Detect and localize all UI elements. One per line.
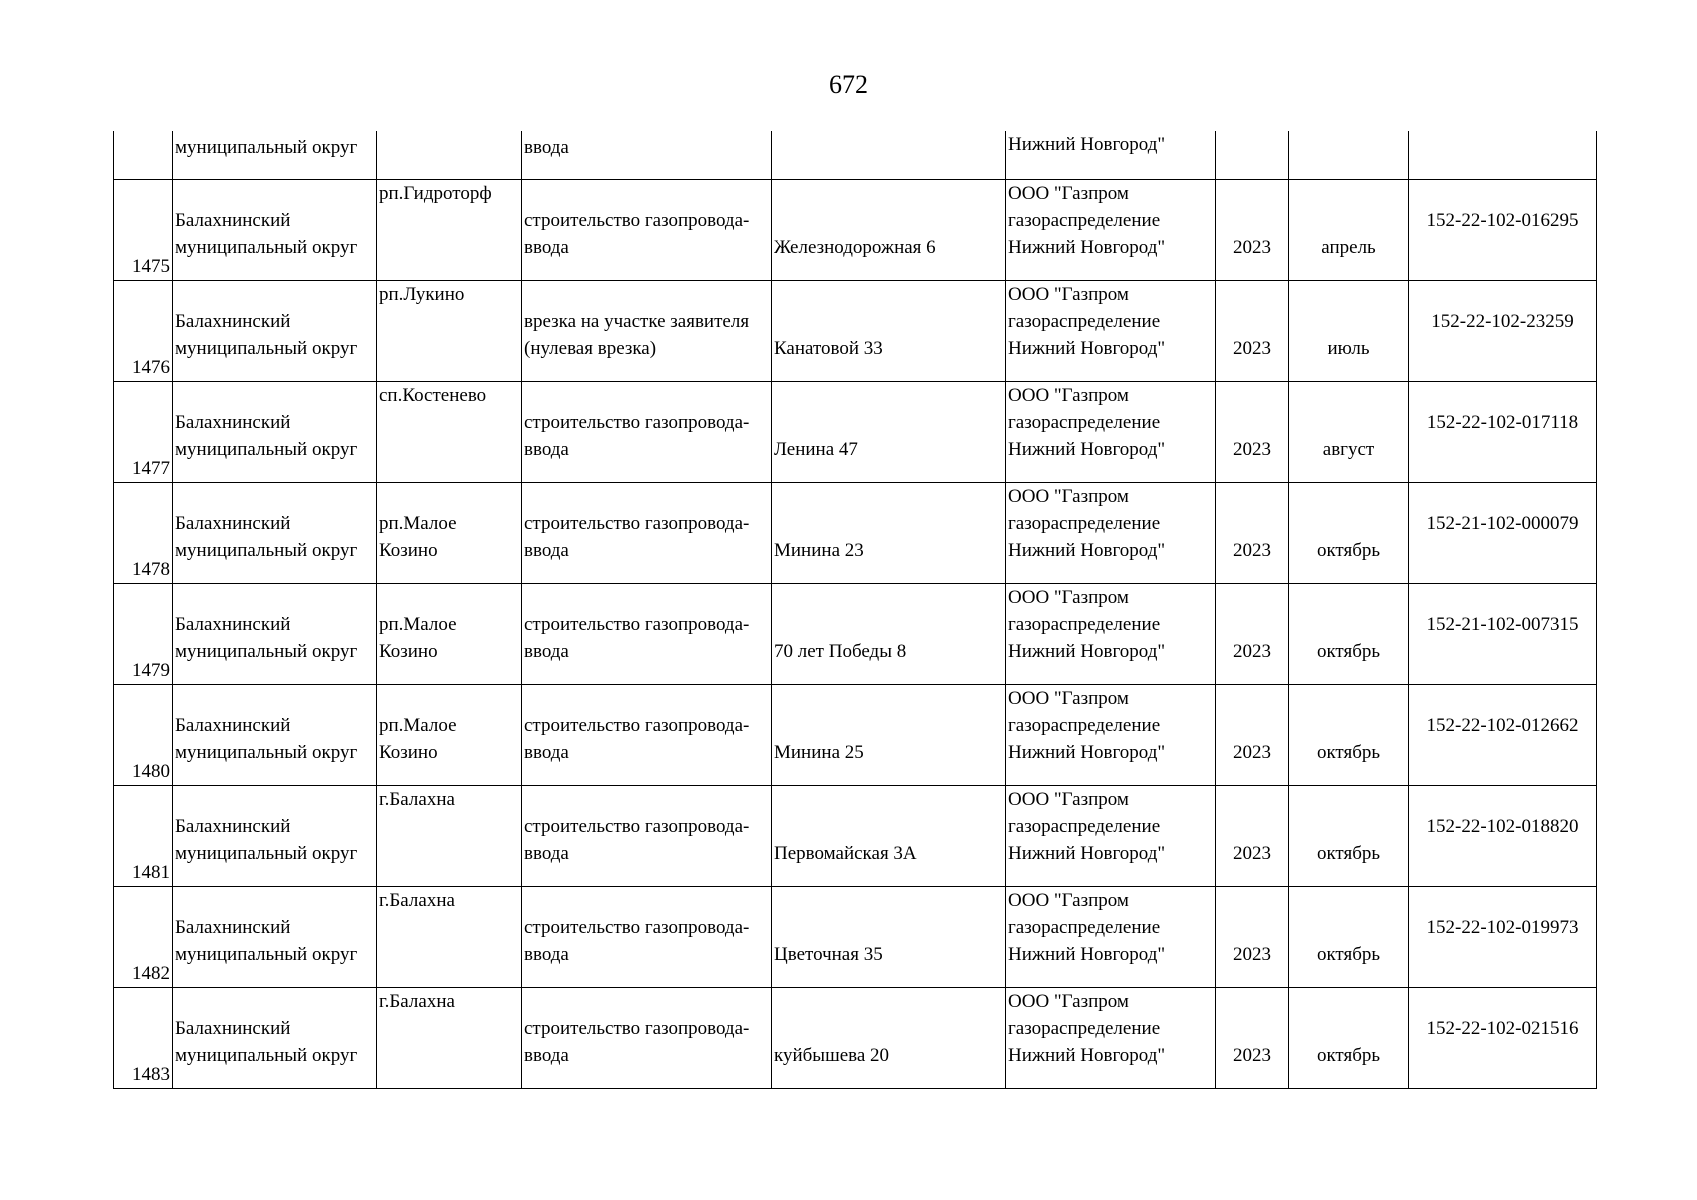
cell-text-org-l3: Нижний Новгород"	[1008, 843, 1166, 864]
cell-settlement	[377, 786, 522, 887]
cell-text-work-l1: строительство газопровода-	[524, 210, 750, 231]
cell-application-id	[1409, 281, 1597, 382]
cell-text-district-l2: муниципальный округ	[175, 1045, 358, 1066]
cell-month	[1289, 131, 1409, 180]
cell-text-work-l1: строительство газопровода-	[524, 513, 750, 534]
cell-text-address: Канатовой 33	[774, 338, 883, 359]
cell-text-month: апрель	[1321, 237, 1376, 258]
cell-text-address: 70 лет Победы 8	[774, 641, 907, 662]
cell-number	[114, 382, 173, 483]
cell-text-num: 1483	[132, 1064, 170, 1085]
cell-text-district-l1: Балахнинский	[175, 210, 291, 231]
cell-text-num: 1480	[132, 761, 170, 782]
cell-organization	[1006, 483, 1216, 584]
cell-district	[173, 988, 377, 1089]
cell-district	[173, 180, 377, 281]
cell-text-district-l1: Балахнинский	[175, 816, 291, 837]
cell-month	[1289, 685, 1409, 786]
cell-year	[1216, 786, 1289, 887]
cell-text-district-l2: муниципальный округ	[175, 742, 358, 763]
cell-year	[1216, 685, 1289, 786]
cell-settlement	[377, 180, 522, 281]
cell-text-settle-l1: рп.Малое	[379, 715, 457, 736]
cell-text-month: октябрь	[1316, 843, 1381, 864]
cell-text-month: июль	[1327, 338, 1370, 359]
cell-text-year: 2023	[1233, 1045, 1271, 1066]
cell-district	[173, 685, 377, 786]
cell-district: муниципальный округ	[173, 131, 377, 180]
table-row	[114, 584, 1597, 685]
page-number: 672	[829, 70, 868, 99]
cell-address	[772, 685, 1006, 786]
cell-text-id: 152-21-102-000079	[1426, 513, 1579, 534]
cell-number	[114, 131, 173, 180]
cell-work-type	[522, 887, 772, 988]
cell-text-settle-l2: сп.Костенево	[379, 385, 487, 406]
cell-district	[173, 786, 377, 887]
cell-text-year: 2023	[1233, 742, 1271, 763]
cell-text-id: 152-22-102-017118	[1426, 412, 1579, 433]
cell-month	[1289, 483, 1409, 584]
cell-application-id	[1409, 786, 1597, 887]
cell-text-num: 1475	[132, 256, 170, 277]
cell-text-address: Цветочная 35	[774, 944, 883, 965]
cell-text-org-l1: ООО "Газпром	[1008, 688, 1129, 709]
cell-text-year: 2023	[1233, 540, 1271, 561]
cell-work-type	[522, 988, 772, 1089]
cell-settlement	[377, 483, 522, 584]
cell-text-month: октябрь	[1316, 540, 1381, 561]
cell-text-org-l1: ООО "Газпром	[1008, 284, 1129, 305]
cell-text-num: 1478	[132, 559, 170, 580]
cell-address	[772, 131, 1006, 180]
cell-text-year: 2023	[1233, 944, 1271, 965]
cell-text-district-l1: Балахнинский	[175, 917, 291, 938]
cell-number	[114, 180, 173, 281]
cell-application-id	[1409, 483, 1597, 584]
table-row	[114, 281, 1597, 382]
cell-text-org-l2: газораспределение	[1008, 210, 1161, 231]
cell-district	[173, 483, 377, 584]
cell-text-district-l2: муниципальный округ	[175, 843, 358, 864]
cell-application-id	[1409, 988, 1597, 1089]
cell-month	[1289, 786, 1409, 887]
cell-year	[1216, 382, 1289, 483]
cell-text-org-l2: газораспределение	[1008, 1018, 1161, 1039]
cell-text-settle-l1: рп.Малое	[379, 513, 457, 534]
cell-work-type	[522, 685, 772, 786]
cell-text-month: октябрь	[1316, 742, 1381, 763]
cell-text-address: Железнодорожная 6	[774, 237, 936, 258]
cell-month	[1289, 281, 1409, 382]
cell-text-id: 152-22-102-018820	[1426, 816, 1579, 837]
cell-address	[772, 988, 1006, 1089]
cell-number	[114, 281, 173, 382]
cell-text-org-l2: газораспределение	[1008, 816, 1161, 837]
cell-text-org-l2: газораспределение	[1008, 715, 1161, 736]
cell-text-org-l1: ООО "Газпром	[1008, 890, 1129, 911]
cell-text-org-l3: Нижний Новгород"	[1008, 439, 1166, 460]
cell-text-district-l2: муниципальный округ	[175, 944, 358, 965]
cell-text-org-l2: газораспределение	[1008, 917, 1161, 938]
cell-text-settle-l2: Козино	[379, 641, 438, 662]
cell-text-year: 2023	[1233, 641, 1271, 662]
cell-number	[114, 584, 173, 685]
cell-text-address: Минина 23	[774, 540, 864, 561]
cell-address	[772, 281, 1006, 382]
table-row	[114, 786, 1597, 887]
cell-text-num: 1479	[132, 660, 170, 681]
cell-text-id: 152-21-102-007315	[1426, 614, 1579, 635]
cell-year	[1216, 131, 1289, 180]
cell-text-work-l2: ввода	[524, 944, 569, 965]
table-row	[114, 483, 1597, 584]
cell-text-work-l1: строительство газопровода-	[524, 614, 750, 635]
cell-year	[1216, 584, 1289, 685]
cell-text-district-l1: Балахнинский	[175, 614, 291, 635]
cell-text-num: 1476	[132, 357, 170, 378]
table-body	[114, 131, 1597, 1089]
cell-settlement	[377, 685, 522, 786]
cell-organization: Нижний Новгород"	[1006, 131, 1216, 180]
cell-settlement	[377, 988, 522, 1089]
table-row	[114, 988, 1597, 1089]
cell-text-district-l1: Балахнинский	[175, 715, 291, 736]
cell-text-year: 2023	[1233, 338, 1271, 359]
cell-text-work-l2: ввода	[524, 540, 569, 561]
cell-settlement	[377, 584, 522, 685]
cell-text-settle-l2: Козино	[379, 742, 438, 763]
cell-text-district-l1: Балахнинский	[175, 412, 291, 433]
cell-text-org-l3: Нижний Новгород"	[1008, 641, 1166, 662]
cell-organization	[1006, 584, 1216, 685]
cell-text-work-l1: строительство газопровода-	[524, 1018, 750, 1039]
cell-text-district-l1: Балахнинский	[175, 513, 291, 534]
cell-application-id	[1409, 887, 1597, 988]
cell-number	[114, 988, 173, 1089]
cell-text-org-l3: Нижний Новгород"	[1008, 1045, 1166, 1066]
cell-text-district-l2: муниципальный округ	[175, 540, 358, 561]
cell-application-id	[1409, 131, 1597, 180]
cell-number	[114, 483, 173, 584]
cell-text-org-l1: ООО "Газпром	[1008, 183, 1129, 204]
cell-text-district-l2: муниципальный округ	[175, 237, 358, 258]
cell-text-org-l1: ООО "Газпром	[1008, 991, 1129, 1012]
cell-text-num: 1481	[132, 862, 170, 883]
cell-work-type: ввода	[522, 131, 772, 180]
cell-year	[1216, 483, 1289, 584]
cell-text-settle-l2: г.Балахна	[379, 890, 455, 911]
cell-organization	[1006, 786, 1216, 887]
cell-application-id	[1409, 382, 1597, 483]
cell-number	[114, 685, 173, 786]
cell-text-month: октябрь	[1316, 1045, 1381, 1066]
cell-text-work-l2: ввода	[524, 641, 569, 662]
cell-year	[1216, 988, 1289, 1089]
cell-settlement	[377, 131, 522, 180]
cell-text-year: 2023	[1233, 237, 1271, 258]
cell-text-month: август	[1322, 439, 1375, 460]
cell-text-year: 2023	[1233, 439, 1271, 460]
cell-text-settle-l2: Козино	[379, 540, 438, 561]
cell-organization	[1006, 382, 1216, 483]
cell-text-org-l3: Нижний Новгород"	[1008, 237, 1166, 258]
table-row	[114, 887, 1597, 988]
cell-text-org-l2: газораспределение	[1008, 614, 1161, 635]
cell-text-org-l3: Нижний Новгород"	[1008, 742, 1166, 763]
cell-organization	[1006, 988, 1216, 1089]
gasification-table	[113, 131, 1597, 1089]
cell-district	[173, 382, 377, 483]
cell-work-type	[522, 786, 772, 887]
cell-year	[1216, 887, 1289, 988]
cell-address	[772, 483, 1006, 584]
cell-text-district-l1: Балахнинский	[175, 1018, 291, 1039]
cell-text-id: 152-22-102-012662	[1426, 715, 1579, 736]
cell-organization	[1006, 685, 1216, 786]
cell-text-num: 1477	[132, 458, 170, 479]
cell-text-work-l2: ввода	[524, 439, 569, 460]
cell-text-settle-l2: рп.Гидроторф	[379, 183, 492, 204]
cell-settlement	[377, 382, 522, 483]
cell-text-work-l1: строительство газопровода-	[524, 917, 750, 938]
cell-text-work-l1: строительство газопровода-	[524, 412, 750, 433]
cell-text-org-l1: ООО "Газпром	[1008, 587, 1129, 608]
cell-text-org-l1: ООО "Газпром	[1008, 789, 1129, 810]
cell-organization	[1006, 281, 1216, 382]
cell-text-district-l2: муниципальный округ	[175, 439, 358, 460]
cell-text-org-l1: ООО "Газпром	[1008, 486, 1129, 507]
cell-number	[114, 887, 173, 988]
cell-application-id	[1409, 584, 1597, 685]
table-row	[114, 180, 1597, 281]
cell-month	[1289, 887, 1409, 988]
cell-work-type	[522, 382, 772, 483]
cell-text-month: октябрь	[1316, 944, 1381, 965]
cell-text-org-l3: Нижний Новгород"	[1008, 338, 1166, 359]
cell-text-org-l3: Нижний Новгород"	[1008, 944, 1166, 965]
cell-organization	[1006, 180, 1216, 281]
cell-work-type	[522, 180, 772, 281]
cell-text-address: Минина 25	[774, 742, 864, 763]
cell-text-work-l2: ввода	[524, 237, 569, 258]
cell-address	[772, 584, 1006, 685]
table-row	[114, 382, 1597, 483]
cell-year	[1216, 281, 1289, 382]
cell-month	[1289, 180, 1409, 281]
cell-text-settle-l2: г.Балахна	[379, 991, 455, 1012]
cell-work-type	[522, 281, 772, 382]
cell-year	[1216, 180, 1289, 281]
cell-month	[1289, 382, 1409, 483]
cell-organization	[1006, 887, 1216, 988]
cell-text-month: октябрь	[1316, 641, 1381, 662]
cell-text-work-l2: ввода	[524, 843, 569, 864]
cell-text-settle-l2: г.Балахна	[379, 789, 455, 810]
table-row	[114, 685, 1597, 786]
cell-text-org-l1: ООО "Газпром	[1008, 385, 1129, 406]
cell-text-district-l1: Балахнинский	[175, 311, 291, 332]
cell-text-year: 2023	[1233, 843, 1271, 864]
cell-text-org-l2: газораспределение	[1008, 311, 1161, 332]
cell-text-org-l3: Нижний Новгород"	[1008, 540, 1166, 561]
cell-text-id: 152-22-102-23259	[1431, 311, 1574, 332]
cell-text-work-l2: ввода	[524, 742, 569, 763]
cell-text-address: Первомайская 3А	[774, 843, 917, 864]
cell-address	[772, 786, 1006, 887]
cell-text-num: 1482	[132, 963, 170, 984]
cell-application-id	[1409, 685, 1597, 786]
cell-text-address: Ленина 47	[774, 439, 858, 460]
cell-text-id: 152-22-102-016295	[1426, 210, 1579, 231]
cell-text-org-l2: газораспределение	[1008, 412, 1161, 433]
cell-text-district-l2: муниципальный округ	[175, 338, 358, 359]
cell-text-id: 152-22-102-019973	[1426, 917, 1579, 938]
cell-text-work-l1: врезка на участке заявителя	[524, 311, 750, 332]
cell-work-type	[522, 584, 772, 685]
cell-address	[772, 180, 1006, 281]
cell-text-work-l2: ввода	[524, 1045, 569, 1066]
cell-district	[173, 584, 377, 685]
cell-text-work-l2: (нулевая врезка)	[524, 338, 657, 359]
cell-work-type	[522, 483, 772, 584]
cell-text-settle-l1: рп.Малое	[379, 614, 457, 635]
cell-text-address: куйбышева 20	[774, 1045, 890, 1066]
cell-text-settle-l2: рп.Лукино	[379, 284, 465, 305]
cell-district	[173, 281, 377, 382]
cell-month	[1289, 584, 1409, 685]
cell-settlement	[377, 281, 522, 382]
cell-text-org-l2: газораспределение	[1008, 513, 1161, 534]
cell-application-id	[1409, 180, 1597, 281]
cell-number	[114, 786, 173, 887]
cell-district	[173, 887, 377, 988]
cell-text-district-l2: муниципальный округ	[175, 641, 358, 662]
cell-address	[772, 382, 1006, 483]
cell-text-work-l1: строительство газопровода-	[524, 816, 750, 837]
cell-settlement	[377, 887, 522, 988]
cell-month	[1289, 988, 1409, 1089]
cell-text-work-l1: строительство газопровода-	[524, 715, 750, 736]
cell-address	[772, 887, 1006, 988]
table-row-continuation	[114, 131, 1597, 180]
cell-text-id: 152-22-102-021516	[1426, 1018, 1579, 1039]
